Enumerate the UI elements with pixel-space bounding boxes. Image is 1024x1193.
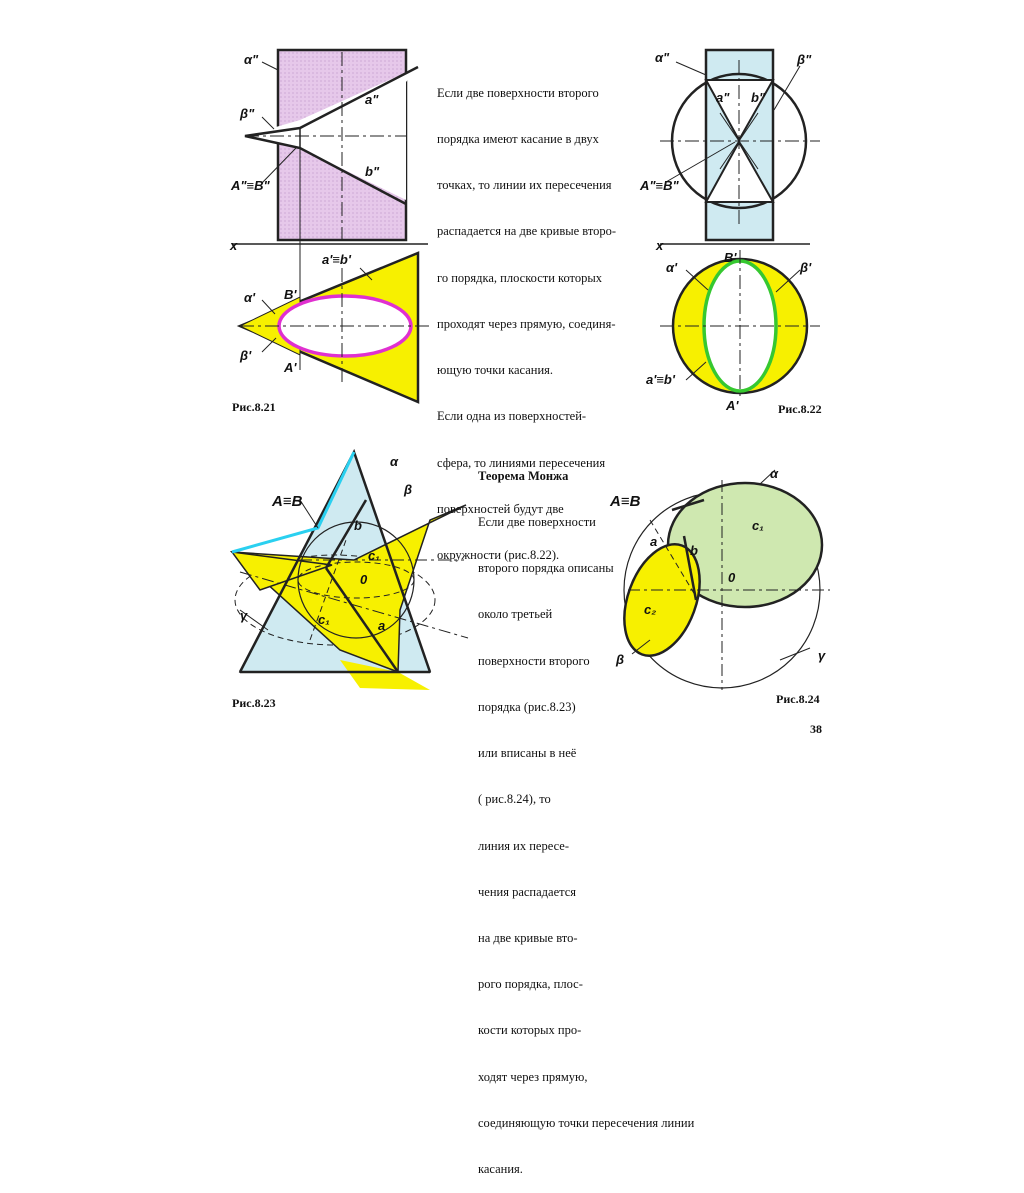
label-gamma-24: γ: [818, 648, 826, 663]
text-line: Если две поверхности: [478, 515, 596, 530]
caption-fig-8-22: Рис.8.22: [778, 402, 822, 416]
text-line: около третьей: [478, 607, 553, 622]
label-b2: b": [365, 164, 380, 179]
text-line: чения распадается: [478, 884, 577, 899]
text-line: Если две поверхности второго: [437, 85, 599, 100]
label-beta2: β": [240, 106, 255, 121]
label-B-top: B': [724, 250, 737, 265]
text-line: ющую точки касания.: [437, 363, 554, 378]
label-alpha2-22: α": [655, 50, 670, 65]
fig-8-23: [232, 452, 468, 690]
text-line: поверхности второго: [478, 653, 590, 668]
label-x-right: x: [656, 238, 664, 253]
label-a-24: a: [650, 534, 658, 549]
label-alpha1: α': [244, 290, 256, 305]
label-beta2-22: β": [797, 52, 812, 67]
label-a2-22: a": [716, 90, 730, 105]
text-line: Если одна из поверхностей-: [437, 409, 587, 424]
text-line: го порядка, плоскости которых: [437, 270, 603, 285]
text-line: кости которых про-: [478, 1023, 582, 1038]
text-line: касания.: [478, 1162, 523, 1177]
text-line: порядка имеют касание в двух: [437, 132, 599, 147]
text-line: окружности (рис.8.22).: [437, 548, 560, 562]
label-ab1: a'≡b': [322, 252, 351, 267]
label-b-23: b: [354, 518, 362, 533]
label-c2-23: c₁: [318, 612, 330, 627]
label-b-24: b: [690, 543, 698, 558]
text-line: ( рис.8.24), то: [478, 792, 551, 807]
label-O-24: 0: [728, 570, 736, 585]
label-b2-22: b": [751, 90, 766, 105]
text-line: порядка (рис.8.23): [478, 699, 576, 714]
label-c1-23: c₁: [368, 548, 380, 563]
monge-title: Теорема Монжа: [478, 468, 569, 483]
label-ab1-22: a'≡b': [646, 372, 675, 387]
text-block-monge: [478, 438, 694, 1193]
label-A1: A': [284, 360, 297, 375]
label-a-23: a: [378, 618, 386, 633]
label-c2-24: c₂: [644, 602, 657, 617]
label-alpha-24: α: [770, 466, 779, 481]
caption-fig-8-21: Рис.8.21: [232, 400, 276, 414]
fig-8-21-top-view: [239, 252, 430, 402]
label-AB2-22: A"≡B": [640, 178, 679, 193]
caption-fig-8-24: Рис.8.24: [776, 692, 820, 706]
text-line: на две кривые вто-: [478, 931, 578, 945]
label-B1: B': [284, 287, 297, 302]
label-AB2: A"≡B": [231, 178, 270, 193]
label-beta1-22: β': [800, 260, 812, 275]
label-A-bottom: A': [726, 398, 739, 413]
fig-8-22-top-view: [646, 250, 820, 413]
text-line: линия их пересе-: [478, 838, 570, 853]
text-line: проходят через прямую, соединя-: [437, 316, 616, 331]
label-beta1: β': [240, 348, 252, 363]
text-line: или вписаны в неё: [478, 746, 577, 761]
text-line: поверхностей будут две: [437, 501, 564, 516]
label-O-23: 0: [360, 572, 368, 587]
label-gamma-23: γ: [240, 608, 248, 623]
text-line: точках, то линии их пересечения: [437, 178, 612, 193]
label-AeqB-23: A≡B: [272, 493, 303, 510]
label-AeqB-24: A≡B: [610, 493, 641, 510]
label-beta-23: β: [404, 482, 413, 497]
caption-fig-8-23: Рис.8.23: [232, 696, 276, 710]
text-line: сфера, то линиями пересечения: [437, 455, 606, 470]
page-number: 38: [810, 722, 822, 736]
text-line: ходят через прямую,: [478, 1069, 588, 1084]
label-a2: a": [365, 92, 379, 107]
label-c1-24: c₁: [752, 518, 764, 533]
text-line: распадается на две кривые второ-: [437, 224, 617, 239]
text-line: второго порядка описаны: [478, 561, 614, 576]
label-alpha1-22: α': [666, 260, 678, 275]
text-line: соединяющую точки пересечения линии: [478, 1115, 695, 1130]
label-x-left: x: [230, 238, 238, 253]
label-alpha-23: α: [390, 454, 399, 469]
text-line: рого порядка, плос-: [478, 977, 583, 992]
fig-8-22-front-view: [639, 50, 820, 253]
label-alpha2: α": [244, 52, 259, 67]
label-beta-24: β: [616, 652, 625, 667]
